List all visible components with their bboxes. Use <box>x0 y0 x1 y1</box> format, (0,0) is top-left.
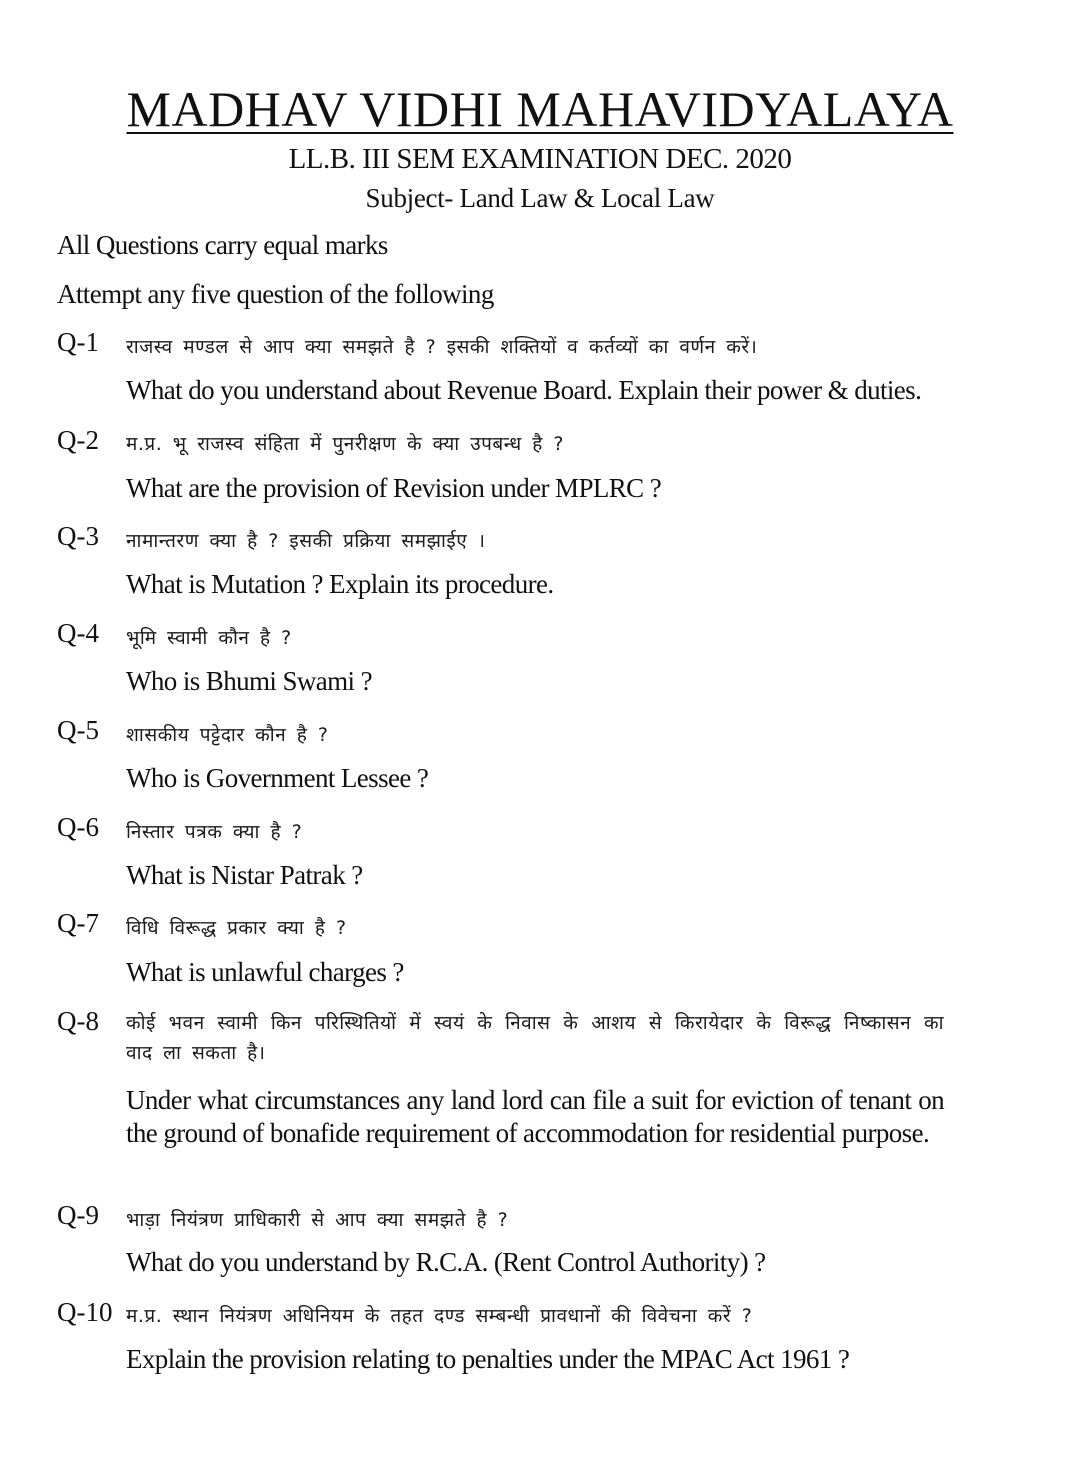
question-english: What is unlawful charges ? <box>126 957 404 987</box>
question-english: What is Nistar Patrak ? <box>126 860 363 890</box>
question-english: Explain the provision relating to penalties under the MPAC Act 1961 ? <box>126 1344 850 1374</box>
instruction-equal-marks: All Questions carry equal marks <box>57 230 388 260</box>
question-english: What are the provision of Revision under MPLRC ? <box>126 473 662 503</box>
question-number: Q-8 <box>57 1006 99 1036</box>
question-hindi: शासकीय पट्टेदार कौन है ? <box>126 724 329 746</box>
question-hindi: भूमि स्वामी कौन है ? <box>126 627 292 649</box>
question-number: Q-3 <box>57 521 99 551</box>
question-number: Q-7 <box>57 908 99 938</box>
question-number: Q-4 <box>57 618 99 648</box>
question-english: What do you understand about Revenue Board. Explain their power & duties. <box>126 375 922 405</box>
question-english: Who is Government Lessee ? <box>126 763 429 793</box>
question-number: Q-2 <box>57 425 99 455</box>
question-english: Who is Bhumi Swami ? <box>126 666 372 696</box>
question-english: Under what circumstances any land lord can file a suit for eviction of tenant on the ground of bonafide requirement of accommodation for residential purpose. <box>126 1085 944 1148</box>
question-number: Q-6 <box>57 812 99 842</box>
instruction-attempt-five: Attempt any five question of the following <box>57 279 494 309</box>
question-hindi: म.प्र. भू राजस्व संहिता में पुनरीक्षण के क्या उपबन्ध है ? <box>126 433 564 455</box>
college-name: MADHAV VIDHI MAHAVIDYALAYA <box>126 81 954 137</box>
exam-title: LL.B. III SEM EXAMINATION DEC. 2020 <box>288 143 792 175</box>
question-number: Q-5 <box>57 715 99 745</box>
question-hindi: नामान्तरण क्या है ? इसकी प्रक्रिया समझाईए । <box>126 530 486 552</box>
question-hindi: निस्तार पत्रक क्या है ? <box>126 821 303 843</box>
question-hindi: विधि विरूद्ध प्रकार क्या है ? <box>126 917 347 939</box>
subject-line: Subject- Land Law & Local Law <box>365 183 715 213</box>
question-number: Q-1 <box>57 327 99 357</box>
question-english: What do you understand by R.C.A. (Rent Control Authority) ? <box>126 1247 766 1277</box>
question-hindi: भाड़ा नियंत्रण प्राधिकारी से आप क्या समझते है ? <box>126 1209 509 1231</box>
question-english: What is Mutation ? Explain its procedure. <box>126 569 554 599</box>
question-hindi: म.प्र. स्थान नियंत्रण अधिनियम के तहत दण्ड सम्बन्धी प्रावधानों की विवेचना करें ? <box>126 1305 753 1327</box>
question-hindi: राजस्व मण्डल से आप क्या समझते है ? इसकी शक्तियों व कर्तव्यों का वर्णन करें। <box>126 336 758 358</box>
question-number: Q-9 <box>57 1200 99 1230</box>
question-hindi: कोई भवन स्वामी किन परिस्थितियों में स्वयं के निवास के आशय से किरायेदार के विरूद्ध निष्कासन का वाद ला सकता है। <box>126 1012 944 1064</box>
question-number: Q-10 <box>57 1297 113 1327</box>
